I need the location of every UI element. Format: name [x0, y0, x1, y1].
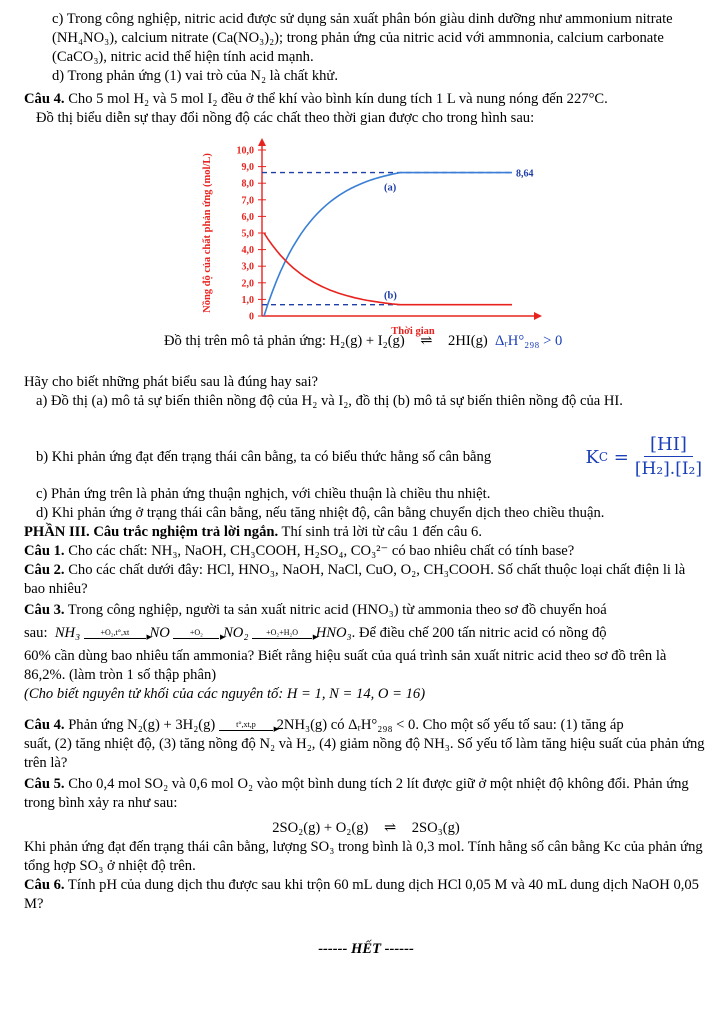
- scheme-prefix: sau:: [24, 625, 48, 641]
- p3-q3-scheme: [24, 624, 708, 643]
- p3-q3-label: Câu 3.: [24, 602, 65, 618]
- part2-statement-c-prev: c) Trong công nghiệp, nitric acid được sử dụng sản xuất phân bón giàu dinh dưỡng như ammonium nitrate (NH₄NO₃), calcium nitrate (Ca(NO₃)₂); trong phản ứng của nitric acid với ammnonia, calcium carbonate (CaCO₃), nitric acid thể hiện tính acid mạnh.: [52, 11, 673, 65]
- kc-numerator: [HI]: [644, 435, 693, 457]
- p3-question-5: [24, 775, 708, 813]
- y-axis-label: Nồng độ của chất phản ứng (mol/L): [202, 153, 213, 313]
- kc-denominator: [H₂].[I₂]: [634, 459, 702, 479]
- q5-equilibrium-arrow-icon: ⇌: [383, 820, 397, 836]
- p3-question-6: [24, 876, 708, 914]
- p3-q3-note: (Cho biết nguyên tử khối của các nguyên tố: H = 1, N = 14, O = 16): [24, 686, 426, 702]
- question-4-text-2: Đồ thị biểu diễn sự thay đổi nồng độ các chất theo thời gian được cho trong hình sau:: [36, 110, 535, 126]
- caption-enthalpy: ΔᵣH°₂₉₈ > 0: [495, 333, 563, 349]
- p3-q6-text: Tính pH của dung dịch thu được sau khi trộn 60 mL dung dịch HCl 0,05 M và 40 mL dung dịch NaOH 0,05 M?: [24, 877, 699, 912]
- p3-q6-label: Câu 6.: [24, 877, 65, 893]
- p3-q5-text: Cho 0,4 mol SO₂ và 0,6 mol O₂ vào một bình dung tích 2 lít được giữ ở một nhiệt độ không đổi. Phản ứng trong bình xảy ra như sau:: [24, 776, 689, 811]
- p3-q4-text-a: Phản ứng N₂(g) + 3H₂(g): [64, 717, 216, 733]
- p3-q4-text-b: 2NH₃(g) có ΔᵣH°₂₉₈ < 0. Cho một số yếu tố sau: (1) tăng áp: [276, 717, 624, 733]
- p3-question-4: [24, 716, 708, 735]
- part2-statement-d-prev: d) Trong phản ứng (1) vai trò của N₂ là chất khử.: [52, 68, 338, 84]
- kc-fraction: [635, 435, 702, 479]
- y-axis-arrow-icon: [258, 138, 266, 146]
- q5-eq-left: 2SO₂(g) + O₂(g): [272, 820, 369, 836]
- question-4-text: Cho 5 mol H₂ và 5 mol I₂ đều ở thể khí vào bình kín dung tích 1 L và nung nóng đến 227°C.: [64, 91, 608, 107]
- scheme-no2: NO₂: [223, 625, 249, 641]
- scheme-hno3: HNO₃: [315, 625, 352, 641]
- scheme-arrow-3-label: +O₂+H₂O: [266, 628, 299, 637]
- chart-caption: [24, 332, 708, 351]
- y-tick-label: 3,0: [241, 261, 254, 273]
- scheme-nh3: NH₃: [54, 625, 81, 641]
- chart-svg: [0, 128, 720, 337]
- y-tick-label: 2,0: [241, 278, 254, 290]
- y-tick-label: 10,0: [236, 145, 254, 157]
- y-tick-label: 4,0: [241, 245, 254, 257]
- part3-heading: [24, 523, 708, 542]
- y-tick-label: 1,0: [241, 294, 254, 306]
- y-tick-label: 6,0: [241, 211, 254, 223]
- true-false-prompt: Hãy cho biết những phát biểu sau là đúng hay sai?: [24, 374, 319, 390]
- statement-c: c) Phản ứng trên là phản ứng thuận nghịch, với chiều thuận là chiều thu nhiệt.: [36, 486, 491, 502]
- p3-q3-text: Trong công nghiệp, người ta sản xuất nitric acid (HNO₃) từ ammonia theo sơ đồ chuyển hoá: [64, 602, 607, 618]
- part3-heading-rest: Thí sinh trả lời từ câu 1 đến câu 6.: [278, 524, 482, 540]
- caption-product: 2HI(g): [448, 333, 488, 349]
- end-marker: ------ HẾT ------: [318, 941, 414, 957]
- p3-question-2: [24, 561, 708, 599]
- x-axis-arrow-icon: [534, 312, 542, 320]
- p3-question-1: [24, 542, 708, 561]
- concentration-chart: [0, 128, 720, 337]
- series-b-label: (b): [384, 290, 397, 302]
- x-axis-label: Thời gian: [391, 326, 435, 337]
- statement-b-row: [24, 435, 708, 479]
- question-4-label: Câu 4.: [24, 91, 65, 107]
- p3-q1-text: Cho các chất: NH₃, NaOH, CH₃COOH, H₂SO₄, CO₃²⁻ có bao nhiêu chất có tính base?: [64, 543, 575, 559]
- kc-symbol: K: [585, 446, 599, 468]
- y-tick-label: 8,0: [241, 178, 254, 190]
- p3-q1-label: Câu 1.: [24, 543, 65, 559]
- p3-q4-label: Câu 4.: [24, 717, 65, 733]
- caption-prefix: Đồ thị trên mô tả phản ứng: H₂(g) + I₂(g): [164, 333, 405, 349]
- equilibrium-arrow-icon: ⇌: [420, 333, 433, 349]
- p3-q5-equation: [24, 819, 708, 838]
- p3-q4-continue: suất, (2) tăng nhiệt độ, (3) tăng nồng độ N₂ và H₂, (4) giảm nồng độ NH₃. Số yếu tố làm tăng hiệu suất của phản ứng trên là?: [24, 736, 705, 771]
- scheme-no: NO: [149, 625, 170, 641]
- y-tick-label: 5,0: [241, 228, 254, 240]
- question-4: [24, 90, 708, 109]
- p3-q5-continue: Khi phản ứng đạt đến trạng thái cân bằng, lượng SO₃ trong bình là 0,3 mol. Tính hằng số cân bằng Kc của phản ứng tổng hợp SO₃ ở nhiệt độ trên.: [24, 839, 703, 874]
- series-a-label: (a): [384, 182, 397, 194]
- p3-q3-continue: 60% cần dùng bao nhiêu tấn ammonia? Biết rằng hiệu suất của quá trình sản xuất nitric acid theo sơ đồ trên là 86,2%. (làm tròn 1 số thập phân): [24, 648, 667, 683]
- scheme-arrow-2-label: +O₂: [189, 628, 203, 637]
- p3-question-3: [24, 601, 708, 620]
- p3-q4-arrow-label: t°,xt,p: [236, 720, 256, 729]
- scheme-after: . Để điều chế 200 tấn nitric acid có nồng độ: [351, 625, 607, 641]
- y-tick-label: 9,0: [241, 162, 254, 174]
- statement-d: d) Khi phản ứng ở trạng thái cân bằng, nếu tăng nhiệt độ, cân bằng chuyển dịch theo chiều thuận.: [36, 505, 605, 521]
- q5-eq-right: 2SO₃(g): [411, 820, 460, 836]
- scheme-arrow-3: [252, 629, 312, 639]
- y-tick-label: 0: [249, 311, 254, 323]
- part3-heading-bold: PHẦN III. Câu trắc nghiệm trả lời ngắn.: [24, 524, 279, 540]
- scheme-arrow-1-label: +O₂,t°,xt: [100, 628, 130, 637]
- statement-a: a) Đồ thị (a) mô tả sự biến thiên nồng độ của H₂ và I₂, đồ thị (b) mô tả sự biến thiên nồng độ của HI.: [36, 393, 623, 409]
- p3-q4-arrow: [219, 721, 273, 731]
- kc-subscript: C: [598, 449, 609, 464]
- kc-expression: K C = $\frac{[HI]}{\text{[H₂].[I₂]}}$: [585, 434, 702, 479]
- level-a-label: 8,64: [516, 168, 534, 180]
- p3-q5-label: Câu 5.: [24, 776, 65, 792]
- y-tick-label: 7,0: [241, 195, 254, 207]
- p3-q2-text: Cho các chất dưới đây: HCl, HNO₃, NaOH, NaCl, CuO, O₂, CH₃COOH. Số chất thuộc loại chất điện li là bao nhiêu?: [24, 562, 686, 597]
- scheme-arrow-2: [173, 629, 219, 639]
- scheme-arrow-1: [84, 629, 146, 639]
- p3-q2-label: Câu 2.: [24, 562, 65, 578]
- statement-b: b) Khi phản ứng đạt đến trạng thái cân bằng, ta có biểu thức hằng số cân bằng: [36, 448, 492, 465]
